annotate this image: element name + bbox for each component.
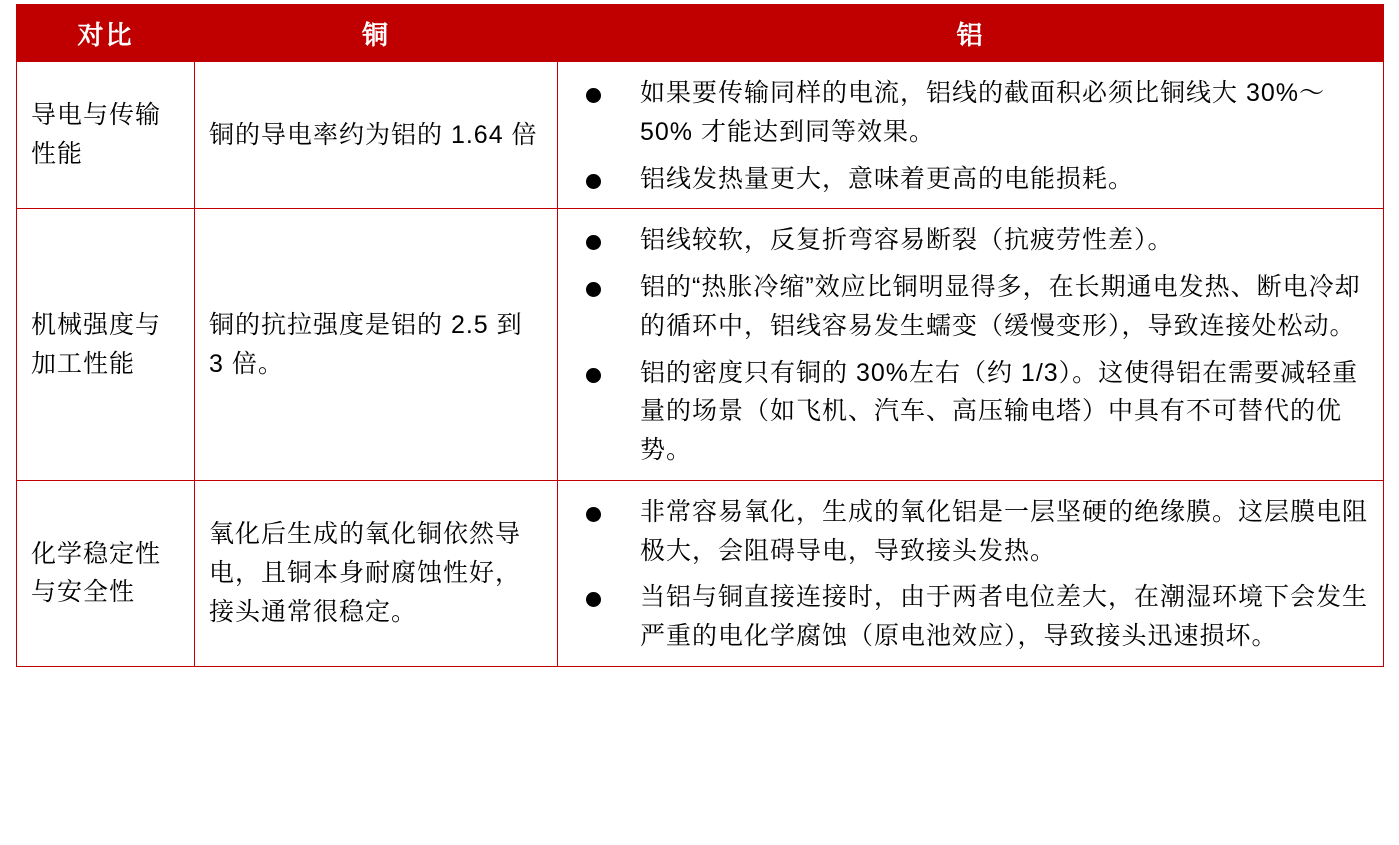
row-label-chemical: 化学稳定性与安全性 bbox=[17, 480, 195, 666]
header-row bbox=[17, 5, 1384, 62]
list-item-text: 如果要传输同样的电流，铝线的截面积必须比铜线大 30%～50% 才能达到同等效果。 bbox=[640, 79, 1325, 146]
list-item bbox=[568, 221, 1369, 260]
table-row bbox=[17, 62, 1384, 209]
list-item-text: 铝的“热胀冷缩”效应比铜明显得多，在长期通电发热、断电冷却的循环中，铝线容易发生蠕变（缓慢变形），导致连接处松动。 bbox=[640, 273, 1361, 340]
list-item-text: 当铝与铜直接连接时，由于两者电位差大，在潮湿环境下会发生严重的电化学腐蚀（原电池效应），导致接头迅速损坏。 bbox=[640, 583, 1369, 650]
bullet-list bbox=[568, 74, 1369, 198]
bullet-dot-icon bbox=[586, 368, 601, 383]
row-copper-chemical: 氧化后生成的氧化铜依然导电，且铜本身耐腐蚀性好，接头通常很稳定。 bbox=[195, 480, 558, 666]
list-item bbox=[568, 160, 1369, 199]
comparison-table bbox=[16, 4, 1384, 667]
list-item bbox=[568, 268, 1369, 346]
bullet-dot-icon bbox=[586, 282, 601, 297]
row-aluminum-chemical bbox=[558, 480, 1384, 666]
list-item-text: 铝线发热量更大，意味着更高的电能损耗。 bbox=[640, 164, 1135, 193]
list-item bbox=[568, 493, 1369, 571]
list-item-text: 铝的密度只有铜的 30%左右（约 1/3）。这使得铝在需要减轻重量的场景（如飞机、汽车、高压输电塔）中具有不可替代的优势。 bbox=[640, 358, 1359, 464]
bullet-dot-icon bbox=[586, 507, 601, 522]
list-item bbox=[568, 578, 1369, 656]
header-cell-copper: 铜 bbox=[195, 5, 558, 62]
list-item bbox=[568, 74, 1369, 152]
table-row bbox=[17, 480, 1384, 666]
bullet-list bbox=[568, 493, 1369, 656]
header-cell-aluminum: 铝 bbox=[558, 5, 1384, 62]
bullet-list bbox=[568, 221, 1369, 470]
header-cell-category: 对比 bbox=[17, 5, 195, 62]
list-item-text: 非常容易氧化，生成的氧化铝是一层坚硬的绝缘膜。这层膜电阻极大，会阻碍导电，导致接头发热。 bbox=[640, 497, 1369, 565]
list-item-text: 铝线较软，反复折弯容易断裂（抗疲劳性差）。 bbox=[640, 226, 1174, 255]
bullet-dot-icon bbox=[586, 88, 601, 103]
bullet-dot-icon bbox=[586, 235, 601, 250]
row-label-conductivity: 导电与传输性能 bbox=[17, 62, 195, 209]
table-header bbox=[17, 5, 1384, 62]
bullet-dot-icon bbox=[586, 174, 601, 189]
row-copper-mechanical: 铜的抗拉强度是铝的 2.5 到 3 倍。 bbox=[195, 209, 558, 481]
row-aluminum-conductivity bbox=[558, 62, 1384, 209]
row-copper-conductivity: 铜的导电率约为铝的 1.64 倍 bbox=[195, 62, 558, 209]
row-label-mechanical: 机械强度与加工性能 bbox=[17, 209, 195, 481]
bullet-dot-icon bbox=[586, 592, 601, 607]
row-aluminum-mechanical bbox=[558, 209, 1384, 481]
table-body bbox=[17, 62, 1384, 667]
list-item bbox=[568, 354, 1369, 470]
table-row bbox=[17, 209, 1384, 481]
